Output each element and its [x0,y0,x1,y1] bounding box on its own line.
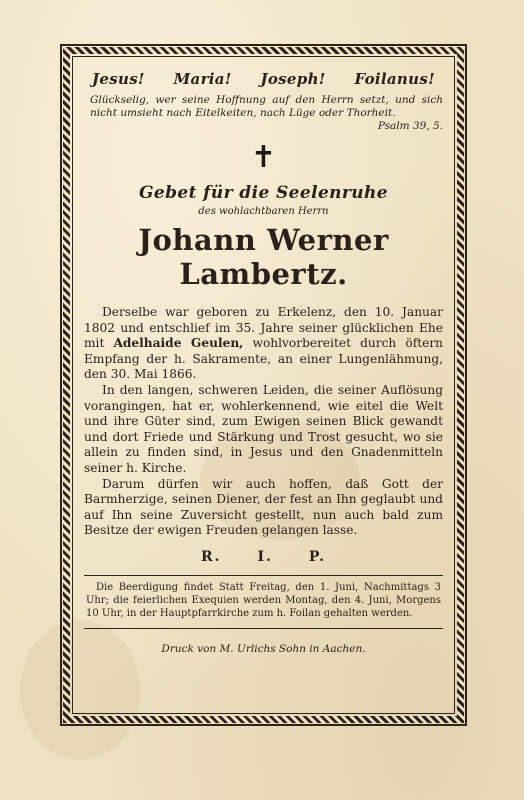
rip-p: P. [308,548,327,565]
funeral-notice: Die Beerdigung findet Statt Freitag, den 1. Juni, Nachmittags 3 Uhr; die feierlichen Exequien werden Montag, den 4. Juni, Morgens 10 Uhr, in der Hauptpfarrkirche zum h. Foilan gehalten werden. [86,581,441,619]
rip-line [84,549,443,565]
divider-top [84,575,443,576]
biography-text-a: Derselbe war geboren zu Erkelenz, den 10. Januar 1802 und entschlief im 35. Jahre seiner glücklichen Ehe mit [84,305,443,351]
invocations-line [92,70,435,88]
motto-reference: Psalm 39, 5. [377,120,443,132]
invocation-maria: Maria! [173,70,232,88]
cross-icon: ✝ [250,140,277,175]
card-content [84,64,443,655]
rip-i: I. [257,548,273,565]
deceased-name: Johann Werner Lambertz. [138,223,389,291]
prayer-heading: Gebet für die Seelenruhe [138,183,389,203]
divider-bottom [84,628,443,629]
illness-paragraph: In den langen, schweren Leiden, die seiner Auflösung vorangingen, hat er, wohlerkennend, wie eitel die Welt und ihre Güter sind, zum Ewigen seinen Blick gewandt und dort Friede und Stärkung und Trost gesucht, wo sie allein zu finden sind, in Jesus und den Gnadenmitteln seiner h. Kirche. [84,382,443,475]
hope-paragraph: Darum dürfen wir auch hoffen, daß Gott der Barmherzige, seinen Diener, der fest an Ihn geglaubt und auf Ihn seine Zuversicht gestellt, nun auch bald zum Besitze der ewigen Freuden gelangen lasse. [84,476,443,538]
biography-text-b: wohlvorbereitet durch öftern Empfang der h. Sakramente, an einer Lungenlähmung, den 30. Mai 1866. [84,336,443,382]
invocation-jesus: Jesus! [92,70,145,88]
invocation-joseph: Joseph! [260,70,326,88]
printer-imprint: Druck von M. Urlichs Sohn in Aachen. [161,643,366,656]
spouse-name: Adelhaide Geulen, [113,336,244,351]
biography-paragraph [84,305,443,383]
invocation-foilanus: Foilanus! [354,70,435,88]
prayer-subheading: des wohlachtbaren Herrn [198,206,329,217]
rip-r: R. [200,548,222,565]
motto-text: Glückselig, wer seine Hoffnung auf den Herrn setzt, und sich nicht umsieht nach Eitelkeiten, nach Lüge oder Thorheit. [90,94,443,119]
psalm-motto [90,94,443,133]
